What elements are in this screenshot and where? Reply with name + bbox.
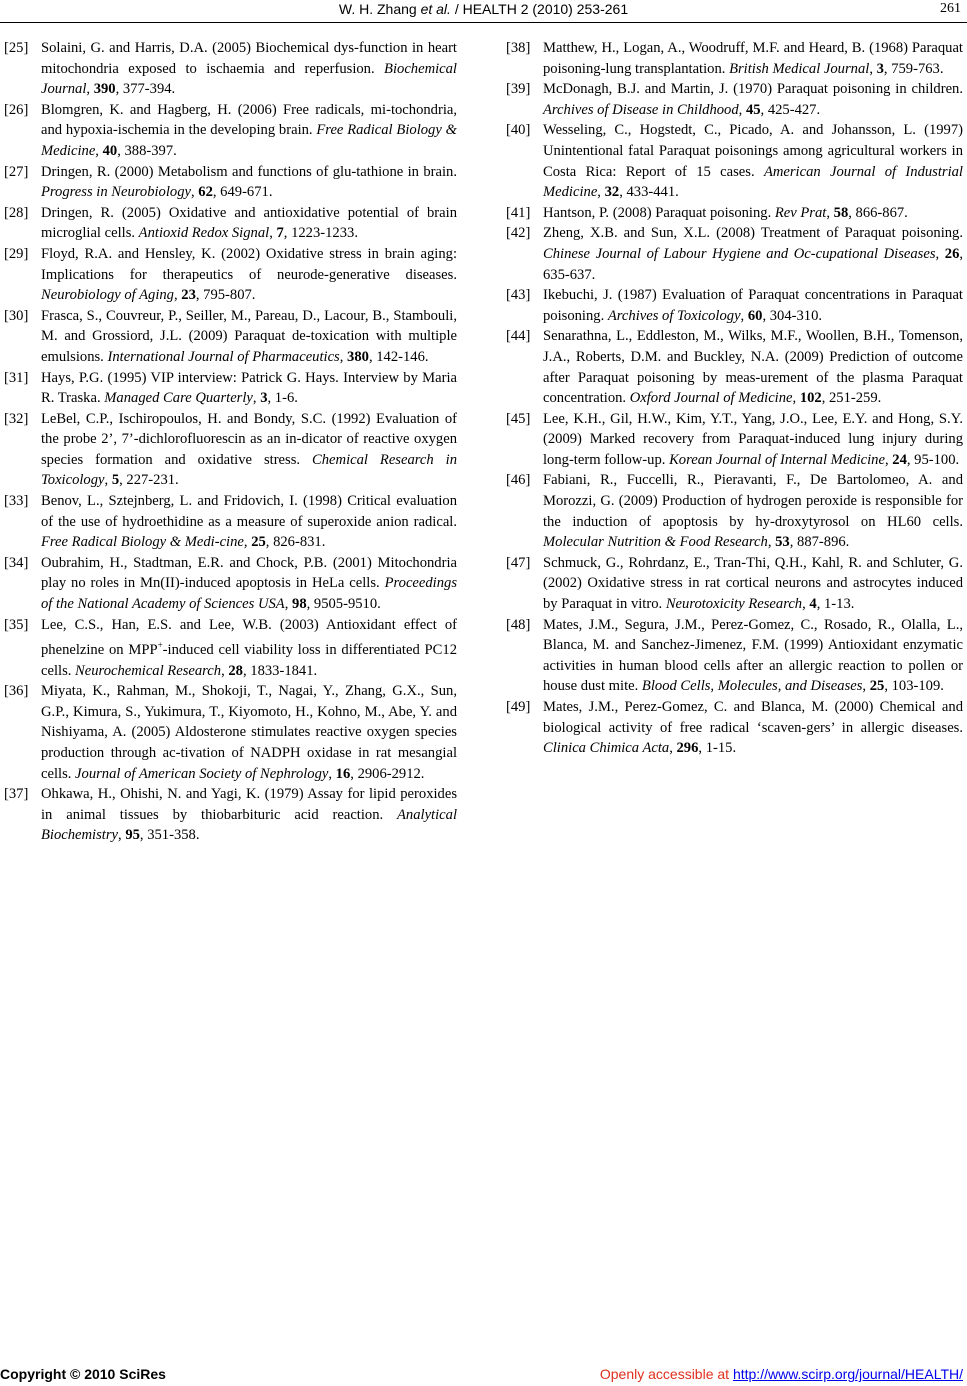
reference-item (506, 697, 963, 759)
reference-journal: Analytical Biochemistry (41, 806, 457, 844)
reference-text: Dringen, R. (2005) Oxidative and antioxidative potential of brain microglial cells. (41, 204, 457, 242)
reference-sep: , (190, 184, 199, 201)
reference-sep: , (738, 101, 746, 118)
reference-pages: , 425-427. (760, 101, 821, 118)
reference-number: [44] (506, 328, 531, 345)
reference-pages: , 304-310. (762, 307, 823, 324)
reference-text: Senarathna, L., Eddleston, M., Wilks, M.F., Woollen, B.H., Tomenson, J.A., Roberts, D.M. and Buckley, N.A. (2009) Prediction of outcome after Paraquat poisoning by meas-urement of the plasma Paraquat concentration. (543, 328, 963, 407)
reference-journal: Neurochemical Research (75, 662, 222, 679)
reference-journal: Antioxid Redox Signal (138, 225, 270, 242)
reference-journal: Free Radical Biology & Medicine (41, 122, 457, 159)
reference-text: Ohkawa, H., Ohishi, N. and Yagi, K. (1979) Assay for lipid peroxides in animal tissues by thiobarbituric acid reaction. (41, 786, 457, 823)
reference-text: Miyata, K., Rahman, M., Shokoji, T., Nagai, Y., Zhang, G.X., Sun, G.P., Kimura, S., Yukimura, T., Kiyomoto, H., Kohno, M., Abe, Y. and Nishiyama, A. (2005) Aldosterone stimulates reactive oxygen species production through ac-tivation of NADPH oxidase in rat mesangial cells. (41, 683, 457, 782)
reference-sep: , (269, 225, 277, 242)
reference-volume: 102 (799, 390, 822, 407)
reference-item (506, 553, 963, 615)
reference-sep: , (884, 451, 893, 468)
reference-journal: Chemical Research in Toxicology (41, 451, 457, 489)
page-footer (0, 1366, 967, 1386)
journal-url-link[interactable]: http://www.scirp.org/journal/HEALTH/ (732, 1366, 963, 1382)
reference-number: [36] (4, 683, 29, 700)
reference-journal: Neurotoxicity Research (665, 596, 803, 613)
page-header (0, 0, 967, 20)
reference-journal: Blood Cells, Molecules, and Diseases (641, 678, 863, 695)
reference-item (506, 223, 963, 285)
reference-number: [29] (4, 245, 29, 262)
running-title-authors: W. H. Zhang (338, 1, 421, 17)
reference-number: [34] (4, 554, 29, 571)
reference-pages: , 649-671. (212, 184, 273, 201)
reference-number: [37] (4, 786, 29, 803)
reference-number: [43] (506, 287, 531, 304)
reference-volume: 5 (111, 472, 120, 489)
reference-text: Mates, J.M., Segura, J.M., Perez-Gomez, C., Rosado, R., Olalla, L., Blanca, M. and Sanchez-Jimenez, F.M. (1999) Antioxidant enzymatic activities in human blood cells after an allergic reaction to pollen or house dust mite. (543, 616, 963, 695)
reference-journal: Rev Prat (774, 204, 827, 221)
reference-item (506, 79, 963, 120)
reference-sep: , (740, 307, 748, 324)
reference-text: Wesseling, C., Hogstedt, C., Picado, A. and Johansson, L. (1997) Unintentional fatal Paraquat poisonings among agricultural workers in Costa Rica: Report of 15 cases. (543, 122, 963, 180)
reference-pages: , 388-397. (117, 142, 177, 159)
reference-sep: , (862, 678, 870, 695)
reference-journal: Molecular Nutrition & Food Research (543, 534, 768, 551)
reference-pages: , 1223-1233. (283, 225, 358, 242)
reference-sep: , (221, 662, 229, 679)
reference-text-cont: -induced cell viability loss in differentiated PC12 cells. (41, 642, 457, 679)
reference-text: Schmuck, G., Rohrdanz, E., Tran-Thi, Q.H., Kahl, R. and Schluter, G. (2002) Oxidative stress in rat cortical neurons and astrocytes induced by Paraquat in vitro. (543, 554, 963, 613)
reference-number: [48] (506, 616, 531, 633)
reference-sep: , (173, 287, 182, 304)
reference-pages: , 759-763. (883, 60, 944, 77)
references-left-column (4, 38, 457, 846)
reference-journal: Korean Journal of Internal Medicine (669, 451, 885, 468)
reference-number: [25] (4, 40, 29, 56)
header-rule (0, 22, 967, 23)
reference-item (506, 120, 963, 202)
reference-volume: 53 (775, 534, 790, 551)
reference-number: [30] (4, 307, 29, 324)
reference-sep: , (802, 596, 810, 613)
reference-number: [49] (506, 699, 531, 715)
reference-sep: , (104, 472, 112, 489)
reference-volume: 45 (745, 101, 761, 118)
reference-journal: Free Radical Biology & Medi-cine (41, 534, 244, 551)
reference-volume: 4 (809, 596, 817, 613)
reference-pages: , 795-807. (195, 287, 256, 304)
reference-item (4, 368, 457, 409)
reference-journal: Neurobiology of Aging (41, 287, 174, 304)
reference-item (506, 285, 963, 326)
reference-sep: , (669, 740, 677, 757)
reference-number: [28] (4, 204, 29, 221)
reference-volume: 380 (347, 348, 369, 365)
reference-number: [40] (506, 122, 531, 139)
reference-item (4, 409, 457, 491)
reference-text: Frasca, S., Couvreur, P., Seiller, M., Pareau, D., Lacour, B., Stambouli, M. and Grossiord, J.L. (2009) Paraquat de-toxication with multiple emulsions. (41, 307, 457, 365)
reference-item (4, 203, 457, 244)
reference-item (4, 38, 457, 100)
reference-volume: 3 (876, 60, 884, 77)
reference-pages: , 103-109. (884, 678, 944, 695)
reference-text: Zheng, X.B. and Sun, X.L. (2008) Treatment of Paraquat poisoning. (543, 225, 963, 242)
reference-volume: 60 (747, 307, 763, 324)
reference-pages: , 2906-2912. (350, 765, 425, 782)
reference-number: [32] (4, 410, 29, 427)
reference-number: [42] (506, 225, 531, 242)
reference-text: McDonagh, B.J. and Martin, J. (1970) Paraquat poisoning in children. (543, 81, 963, 98)
reference-text: Oubrahim, H., Stadtman, E.R. and Chock, P.B. (2001) Mitochondria play no roles in Mn(II)-induced apoptosis in HeLa cells. (41, 554, 457, 592)
reference-sep: , (243, 534, 252, 551)
reference-volume: 7 (276, 225, 284, 242)
reference-text: Hays, P.G. (1995) VIP interview: Patrick G. Hays. Interview by Maria R. Traska. (41, 369, 457, 407)
reference-item (4, 553, 457, 615)
reference-number: [33] (4, 493, 29, 510)
reference-sep: , (284, 596, 293, 613)
reference-pages: , 1833-1841. (242, 662, 318, 679)
reference-number: [26] (4, 101, 29, 118)
reference-volume: 390 (93, 81, 116, 98)
reference-item (4, 100, 457, 162)
reference-item (506, 409, 963, 471)
reference-item (4, 784, 457, 846)
reference-item (4, 681, 457, 784)
reference-pages: , 826-831. (265, 534, 326, 551)
reference-text: Ikebuchi, J. (1987) Evaluation of Paraquat concentrations in Paraquat poisoning. (543, 287, 963, 324)
reference-number: [41] (506, 204, 531, 221)
reference-journal: Proceedings of the National Academy of Sciences USA (41, 575, 457, 613)
reference-text: Lee, C.S., Han, E.S. and Lee, W.B. (2003) Antioxidant effect of phenelzine on MPP (41, 616, 457, 659)
copyright-notice: Copyright © 2010 SciRes (0, 1366, 166, 1382)
reference-journal: International Journal of Pharmaceutics (107, 348, 340, 365)
reference-sep: , (767, 534, 776, 551)
reference-item (4, 491, 457, 553)
reference-item (4, 306, 457, 368)
reference-item (4, 244, 457, 306)
reference-text: Fabiani, R., Fuccelli, R., Pieravanti, F., De Bartolomeo, A. and Morozzi, G. (2009) Production of hydrogen peroxide is responsible for the induction of apoptosis by hy-droxytyrosol on HL60 cells. (543, 472, 963, 530)
running-title (0, 1, 967, 17)
reference-volume: 16 (335, 765, 351, 782)
reference-journal: Oxford Journal of Medicine (629, 390, 793, 407)
reference-pages: , 887-896. (789, 534, 850, 551)
reference-journal: American Journal of Industrial Medicine (543, 163, 963, 201)
reference-item (4, 615, 457, 682)
reference-sep: , (869, 60, 877, 77)
reference-sep: , (935, 245, 945, 262)
reference-journal: Managed Care Quarterly (104, 390, 253, 407)
reference-pages: , 351-358. (139, 827, 200, 844)
reference-pages: , 1-13. (816, 596, 855, 613)
reference-sep: , (118, 827, 126, 844)
reference-pages: , 9505-9510. (306, 596, 381, 613)
reference-number: [39] (506, 81, 531, 98)
reference-sep: , (95, 142, 103, 159)
reference-volume: 32 (604, 184, 620, 201)
reference-item (506, 326, 963, 408)
reference-journal: Progress in Neurobiology (41, 184, 191, 201)
reference-text: Dringen, R. (2000) Metabolism and functions of glu-tathione in brain. (41, 163, 457, 180)
reference-journal: Chinese Journal of Labour Hygiene and Oc-cupational Diseases (543, 245, 936, 262)
reference-number: [31] (4, 369, 29, 386)
reference-item (506, 203, 963, 224)
reference-journal: Biochemical Journal (41, 60, 457, 98)
references-right-column (506, 38, 963, 759)
reference-volume: 40 (102, 142, 118, 159)
reference-sep: , (339, 348, 348, 365)
reference-journal: Archives of Toxicology (607, 307, 741, 324)
reference-text: Mates, J.M., Perez-Gomez, C. and Blanca, M. (2000) Chemical and biological activity of free radical ‘scaven-gers’ in allergic diseases. (543, 699, 963, 736)
page-number: 261 (940, 1, 961, 16)
reference-item (506, 615, 963, 697)
running-title-etal: et al. (420, 1, 451, 17)
reference-volume: 95 (125, 827, 140, 844)
reference-pages: , 866-867. (848, 204, 908, 221)
reference-number: [47] (506, 554, 531, 571)
reference-item (506, 470, 963, 552)
reference-text: Benov, L., Sztejnberg, L. and Fridovich, I. (1998) Critical evaluation of the use of hydroethidine as a measure of superoxide anion radical. (41, 493, 457, 530)
reference-journal: Archives of Disease in Childhood (543, 101, 739, 118)
reference-volume: 296 (676, 740, 699, 757)
reference-volume: 23 (181, 287, 196, 304)
reference-item (4, 162, 457, 203)
reference-volume: 58 (833, 204, 849, 221)
reference-pages: , 1-15. (698, 740, 737, 757)
reference-text: Solaini, G. and Harris, D.A. (2005) Biochemical dys-function in heart mitochondria exposed to ischaemia and reperfusion. (41, 40, 457, 77)
reference-journal: British Medical Journal (729, 60, 870, 77)
reference-sep: , (86, 81, 94, 98)
reference-volume: 28 (228, 662, 243, 679)
reference-text: Hantson, P. (2008) Paraquat poisoning. (543, 204, 775, 221)
reference-sep: , (792, 390, 800, 407)
reference-sep: , (826, 204, 834, 221)
open-access-text: Openly accessible at (599, 1366, 733, 1382)
reference-pages: , 635-637. (543, 245, 964, 283)
reference-volume: 26 (944, 245, 960, 262)
reference-sep: , (252, 390, 261, 407)
reference-item (506, 38, 963, 79)
reference-text: Floyd, R.A. and Hensley, K. (2002) Oxidative stress in brain aging: Implications for therapeutics of neurode-generative diseases. (41, 245, 457, 283)
reference-number: [27] (4, 163, 29, 180)
reference-pages: , 433-441. (619, 184, 679, 201)
reference-number: [35] (4, 616, 29, 633)
reference-pages: , 227-231. (119, 472, 179, 489)
reference-text: Matthew, H., Logan, A., Woodruff, M.F. and Heard, B. (1968) Paraquat poisoning-lung transplantation. (543, 40, 963, 77)
reference-text: Lee, K.H., Gil, H.W., Kim, Y.T., Yang, J.O., Lee, E.Y. and Hong, S.Y. (2009) Marked recovery from Paraquat-induced lung injury during long-term follow-up. (543, 410, 963, 468)
reference-pages: , 142-146. (368, 348, 429, 365)
reference-pages: , 95-100. (906, 451, 960, 468)
reference-number: [45] (506, 410, 531, 427)
reference-superscript: + (157, 640, 163, 651)
reference-pages: , 251-259. (821, 390, 882, 407)
reference-journal: Clinica Chimica Acta (543, 740, 670, 757)
reference-volume: 24 (892, 451, 907, 468)
reference-volume: 25 (869, 678, 885, 695)
reference-number: [46] (506, 472, 531, 489)
reference-volume: 25 (251, 534, 266, 551)
reference-journal: Journal of American Society of Nephrology (75, 765, 329, 782)
reference-pages: , 1-6. (267, 390, 298, 407)
reference-volume: 98 (292, 596, 307, 613)
reference-volume: 62 (198, 184, 213, 201)
open-access-notice (600, 1366, 963, 1382)
reference-number: [38] (506, 40, 531, 56)
reference-text: Blomgren, K. and Hagberg, H. (2006) Free radicals, mi-tochondria, and hypoxia-ischemia in the developing brain. (41, 101, 457, 139)
reference-sep: , (597, 184, 605, 201)
reference-pages: , 377-394. (115, 81, 176, 98)
reference-volume: 3 (260, 390, 268, 407)
running-title-journal: / HEALTH 2 (2010) 253-261 (450, 1, 629, 17)
reference-text: LeBel, C.P., Ischiropoulos, H. and Bondy, S.C. (1992) Evaluation of the probe 2’, 7’-dichlorofluorescin as an in-dicator of reactive oxygen species formation and oxidative stress. (41, 410, 457, 468)
reference-sep: , (328, 765, 336, 782)
